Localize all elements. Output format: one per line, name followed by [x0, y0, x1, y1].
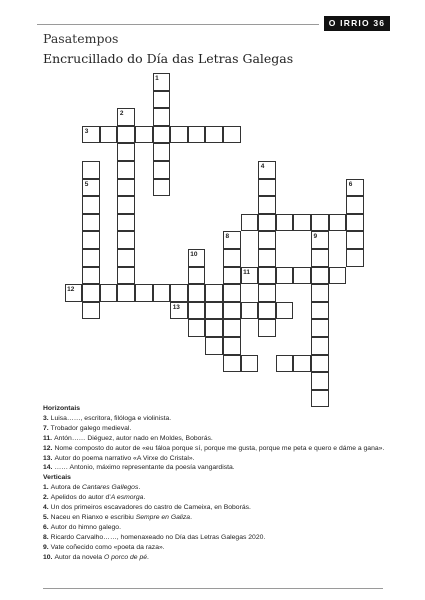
crossword-cell[interactable] [82, 161, 100, 179]
crossword-cell[interactable] [258, 319, 276, 337]
crossword-cell[interactable] [153, 284, 171, 302]
crossword-cell[interactable] [153, 91, 171, 109]
crossword-cell[interactable] [153, 108, 171, 126]
clue-line [43, 424, 393, 434]
crossword-cell[interactable] [153, 73, 171, 91]
crossword-cell[interactable] [293, 267, 311, 285]
crossword-cell[interactable] [329, 214, 347, 232]
clue-line-number: 11. [43, 434, 53, 442]
crossword-cell[interactable] [188, 249, 206, 267]
crossword-cell[interactable] [170, 126, 188, 144]
clue-text: Ricardo Carvalho……, homenaxeado no Día das Letras Galegas 2020. [50, 533, 266, 541]
crossword-cell[interactable] [258, 214, 276, 232]
clue-line-number: 10. [43, 553, 53, 561]
crossword-cell[interactable] [153, 161, 171, 179]
crossword-cell[interactable] [82, 267, 100, 285]
crossword-cell[interactable] [241, 355, 259, 373]
clue-text: Un dos primeiros escavadores do castro de Cameixa, en Boborás. [50, 504, 251, 512]
bottom-rule [43, 588, 383, 589]
clue-line [43, 513, 393, 523]
crossword-cell[interactable] [346, 249, 364, 267]
crossword-cell[interactable] [223, 302, 241, 320]
crossword-cell[interactable] [170, 302, 188, 320]
clue-text: Trobador galego medieval. [50, 424, 132, 432]
crossword-cell[interactable] [258, 267, 276, 285]
clue-text: Autora de [50, 484, 83, 492]
crossword-cell[interactable] [311, 214, 329, 232]
crossword-cell[interactable] [65, 284, 83, 302]
clue-work-title: A esmorga [110, 494, 144, 502]
crossword-cell[interactable] [258, 231, 276, 249]
clue-line [43, 493, 393, 503]
crossword-cell[interactable] [346, 179, 364, 197]
crossword-cell[interactable] [188, 284, 206, 302]
clue-line-number: 4. [43, 504, 49, 512]
crossword-cell[interactable] [117, 126, 135, 144]
clue-line-number: 7. [43, 424, 49, 432]
horizontal-clues [43, 414, 393, 473]
crossword-cell[interactable] [82, 284, 100, 302]
clue-work-title: Sempre en Galiza [135, 513, 191, 521]
clue-text: Luisa……, escritora, filóloga e violinista. [50, 414, 172, 422]
crossword-cell[interactable] [311, 319, 329, 337]
crossword-cell[interactable] [223, 319, 241, 337]
crossword-cell[interactable] [346, 196, 364, 214]
crossword-cell[interactable] [346, 231, 364, 249]
crossword-cell[interactable] [117, 284, 135, 302]
clue-work-title: O porco de pé [103, 553, 148, 561]
crossword-cell[interactable] [82, 196, 100, 214]
crossword-cell[interactable] [205, 319, 223, 337]
crossword-cell[interactable] [170, 284, 188, 302]
crossword-cell[interactable] [276, 267, 294, 285]
crossword-cell[interactable] [329, 267, 347, 285]
clues-panel [43, 404, 393, 563]
crossword-cell[interactable] [311, 372, 329, 390]
clue-text-end: . [138, 484, 141, 492]
crossword-cell[interactable] [311, 267, 329, 285]
clue-line-number: 9. [43, 543, 49, 551]
clue-number: 4 [260, 163, 265, 170]
crossword-cell[interactable] [135, 126, 153, 144]
crossword-cell[interactable] [100, 284, 118, 302]
crossword-cell[interactable] [205, 126, 223, 144]
clue-line [43, 553, 393, 563]
crossword-cell[interactable] [117, 179, 135, 197]
clue-line [43, 533, 393, 543]
crossword-cell[interactable] [188, 126, 206, 144]
vertical-clues [43, 483, 393, 562]
clue-line-number: 2. [43, 494, 49, 502]
clue-number: 8 [225, 233, 230, 241]
crossword-cell[interactable] [293, 214, 311, 232]
clue-number: 6 [348, 180, 353, 188]
crossword-cell[interactable] [223, 231, 241, 249]
clue-line [43, 483, 393, 493]
clue-line-number: 1. [43, 484, 49, 492]
crossword-cell[interactable] [82, 231, 100, 249]
crossword-cell[interactable] [223, 284, 241, 302]
crossword-cell[interactable] [258, 161, 276, 179]
crossword-cell[interactable] [276, 355, 294, 373]
crossword-cell[interactable] [117, 161, 135, 179]
clue-text: Nome composto do autor de «eu fáloa porque sí, porque me gusta, porque me peta e quero e dáme a gana». [54, 444, 385, 452]
clue-text: …… Antonio, máximo representante da poesía vangardista. [54, 464, 235, 472]
clue-line [43, 414, 393, 424]
crossword-cell[interactable] [311, 249, 329, 267]
clue-line-number: 14. [43, 464, 53, 472]
crossword-cell[interactable] [346, 214, 364, 232]
clue-line-number: 8. [43, 533, 49, 541]
issue-badge: O IRRIO 36 [324, 16, 390, 31]
crossword-cell[interactable] [117, 196, 135, 214]
clue-text: Autor da novela [54, 553, 104, 561]
crossword-cell[interactable] [188, 302, 206, 320]
crossword-cell[interactable] [117, 143, 135, 161]
clue-text-end: . [143, 494, 146, 502]
clue-line [43, 454, 393, 464]
vertical-heading: Verticais [43, 474, 71, 482]
clue-line [43, 503, 393, 513]
clue-number: 11 [243, 268, 250, 276]
horizontal-heading: Horizontais [43, 405, 81, 412]
crossword-cell[interactable] [82, 302, 100, 320]
crossword-cell[interactable] [205, 284, 223, 302]
crossword-cell[interactable] [258, 249, 276, 267]
crossword-cell[interactable] [223, 355, 241, 373]
clue-text: Naceu en Rianxo e escribiu [50, 513, 136, 521]
clue-text: Autor do himno galego. [50, 523, 121, 531]
clue-number: 3 [84, 127, 89, 135]
crossword-cell[interactable] [82, 249, 100, 267]
clue-line-number: 13. [43, 454, 53, 462]
crossword-cell[interactable] [276, 214, 294, 232]
clue-text: Autor do poema narrativo «A Virxe do Cristal». [54, 454, 195, 462]
clue-number: 9 [313, 233, 318, 241]
clue-text: Antón…… Diéguez, autor nado en Moldes, Boborás. [54, 434, 213, 442]
clue-number: 5 [84, 180, 89, 188]
page-title: Encrucillado do Día das Letras Galegas [43, 51, 294, 66]
crossword-cell[interactable] [223, 267, 241, 285]
clue-text-end: . [147, 553, 149, 561]
crossword-cell[interactable] [82, 179, 100, 197]
crossword-cell[interactable] [311, 231, 329, 249]
crossword-cell[interactable] [153, 179, 171, 197]
clue-text-end: . [190, 513, 192, 521]
crossword-cell[interactable] [117, 249, 135, 267]
crossword-cell[interactable] [82, 126, 100, 144]
crossword-cell[interactable] [117, 108, 135, 126]
crossword-cell[interactable] [241, 267, 259, 285]
clue-number: 1 [155, 75, 159, 82]
crossword-cell[interactable] [311, 337, 329, 355]
clue-work-title: Cantares Gallegos [82, 484, 139, 492]
crossword-cell[interactable] [241, 302, 259, 320]
crossword-cell[interactable] [135, 284, 153, 302]
clue-number: 12 [67, 286, 75, 294]
clue-line [43, 444, 393, 454]
crossword-cell[interactable] [117, 214, 135, 232]
clue-line-number: 3. [43, 414, 49, 422]
clue-number: 10 [190, 251, 198, 258]
crossword-cell[interactable] [100, 126, 118, 144]
crossword-cell[interactable] [276, 302, 294, 320]
clue-line-number: 6. [43, 523, 49, 531]
crossword-cell[interactable] [293, 355, 311, 373]
crossword-cell[interactable] [153, 143, 171, 161]
clue-text: Vate coñecido como «poeta da raza». [50, 543, 165, 551]
crossword-cell[interactable] [205, 337, 223, 355]
crossword-cell[interactable] [311, 284, 329, 302]
clue-line [43, 463, 393, 473]
clue-line [43, 543, 393, 553]
crossword-cell[interactable] [153, 126, 171, 144]
clue-number: 13 [172, 303, 180, 311]
crossword-cell[interactable] [223, 126, 241, 144]
crossword-cell[interactable] [223, 337, 241, 355]
crossword-cell[interactable] [311, 355, 329, 373]
clue-line-number: 12. [43, 444, 53, 452]
clue-line [43, 434, 393, 444]
crossword-cell[interactable] [223, 249, 241, 267]
crossword-cell[interactable] [117, 267, 135, 285]
crossword-cell[interactable] [241, 214, 259, 232]
section-label: Pasatempos [43, 31, 119, 46]
crossword-cell[interactable] [205, 302, 223, 320]
clue-line-number: 5. [43, 513, 49, 521]
clue-text: Apelidos do autor d’ [50, 494, 111, 502]
clue-number: 2 [119, 110, 124, 118]
crossword-cell[interactable] [188, 267, 206, 285]
crossword-cell[interactable] [117, 231, 135, 249]
clue-line [43, 523, 393, 533]
crossword-cell[interactable] [258, 284, 276, 302]
crossword-cell[interactable] [82, 214, 100, 232]
crossword-cell[interactable] [258, 302, 276, 320]
crossword-cell[interactable] [311, 302, 329, 320]
crossword-cell[interactable] [258, 196, 276, 214]
crossword-cell[interactable] [188, 319, 206, 337]
crossword-cell[interactable] [258, 179, 276, 197]
